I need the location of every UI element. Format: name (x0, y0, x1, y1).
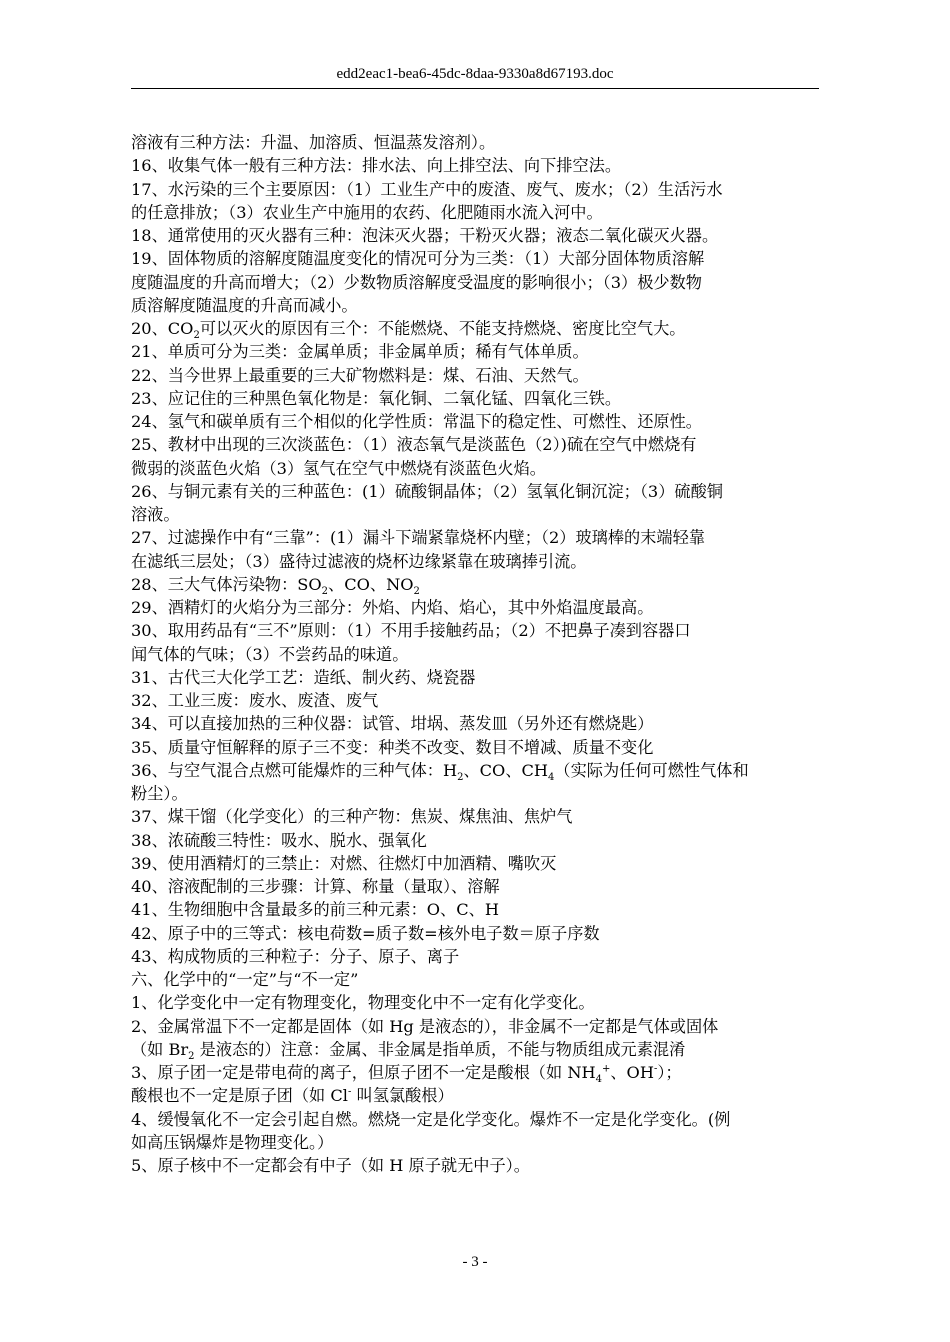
text-line: 34、可以直接加热的三种仪器：试管、坩埚、蒸发皿（另外还有燃烧匙） (131, 714, 654, 734)
text-line: 2、金属常温下不一定都是固体（如 Hg 是液态的），非金属不一定都是气体或固体 (131, 1016, 719, 1036)
text-line: 21、单质可分为三类：金属单质；非金属单质；稀有气体单质。 (131, 342, 589, 362)
text-line: 31、古代三大化学工艺：造纸、制火药、烧瓷器 (131, 667, 476, 687)
text-line: 19、固体物质的溶解度随温度变化的情况可分为三类：（1）大部分固体物质溶解 (131, 249, 705, 269)
page-number: - 3 - (462, 1254, 488, 1270)
section-heading: 六、化学中的“一定”与“不一定” (131, 970, 359, 989)
text-line: 41、生物细胞中含量最多的前三种元素：O、C、H (131, 900, 499, 920)
text-line: 溶液。 (131, 505, 180, 524)
text-line: 微弱的淡蓝色火焰（3）氢气在空气中燃烧有淡蓝色火焰。 (131, 458, 546, 478)
text-line: 37、煤干馏（化学变化）的三种产物：焦炭、煤焦油、焦炉气 (131, 807, 573, 827)
text-line: 24、氢气和碳单质有三个相似的化学性质：常温下的稳定性、可燃性、还原性。 (131, 412, 702, 431)
text-line: 39、使用酒精灯的三禁止：对燃、往燃灯中加酒精、嘴吹灭 (131, 853, 557, 873)
text-line: 27、过滤操作中有“三靠”：(1）漏斗下端紧靠烧杯内壁；（2）玻璃棒的末端轻靠 (131, 528, 705, 548)
text-line: 43、构成物质的三种粒子：分子、原子、离子 (131, 946, 460, 966)
text-line: 4、缓慢氧化不一定会引起自燃。燃烧一定是化学变化。爆炸不一定是化学变化。(例 (131, 1109, 731, 1129)
text-line: 38、浓硫酸三特性：吸水、脱水、强氧化 (131, 830, 427, 850)
text-line: 25、教材中出现的三次淡蓝色：（1）液态氧气是淡蓝色（2）)硫在空气中燃烧有 (131, 435, 697, 455)
text-line: 42、原子中的三等式：核电荷数=质子数=核外电子数＝原子序数 (131, 923, 600, 943)
text-line: 5、原子核中不一定都会有中子（如 H 原子就无中子）。 (131, 1156, 530, 1175)
text-line: 32、工业三废：废水、废渣、废气 (131, 691, 379, 710)
text-line: 闻气体的气味；（3）不尝药品的味道。 (131, 644, 409, 664)
text-line: 29、酒精灯的火焰分为三部分：外焰、内焰、焰心，其中外焰温度最高。 (131, 598, 654, 617)
text-line: 如高压锅爆炸是物理变化。） (131, 1132, 334, 1152)
document-body (131, 131, 821, 1177)
text-line: 35、质量守恒解释的原子三不变：种类不改变、数目不增减、质量不变化 (131, 737, 654, 757)
text-line: 度随温度的升高而增大；（2）少数物质溶解度受温度的影响很小；（3）极少数物 (131, 272, 702, 292)
text-line: 在滤纸三层处；（3）盛待过滤液的烧杯边缘紧靠在玻璃捧引流。 (131, 551, 587, 571)
text-line: 40、溶液配制的三步骤：计算、称量（量取）、溶解 (131, 877, 500, 896)
text-line: 粉尘）。 (131, 784, 188, 803)
text-line: 3、原子团一定是带电荷的离子，但原子团不一定是酸根（如 $NH_4^+$、OH-）； (131, 1063, 682, 1086)
text-line: 质溶解度随温度的升高而减小。 (131, 295, 358, 315)
text-line: 22、当今世界上最重要的三大矿物燃料是：煤、石油、天然气。 (131, 365, 589, 385)
text-line: 28、三大气体污染物：$SO_2$、CO、$NO_2$ (131, 574, 420, 597)
text-line: 36、与空气混合点燃可能爆炸的三种气体：$H_2$、CO、$CH_4$（实际为任何可燃性气体和 (131, 760, 749, 783)
text-line: 30、取用药品有“三不”原则：（1）不用手接触药品；（2）不把鼻子凑到容器口 (131, 621, 691, 641)
text-line: （如 $Br_2$ 是液态的）注意：金属、非金属是指单质，不能与物质组成元素混淆 (131, 1039, 686, 1062)
text-line: 溶液有三种方法：升温、加溶质、恒温蒸发溶剂）。 (131, 133, 496, 152)
text-line: 17、水污染的三个主要原因：（1）工业生产中的废渣、废气、废水；（2）生活污水 (131, 179, 723, 199)
text-line: 的任意排放；（3）农业生产中施用的农药、化肥随雨水流入河中。 (131, 202, 603, 222)
text-line: 23、应记住的三种黑色氧化物是：氧化铜、二氧化锰、四氧化三铁。 (131, 388, 622, 408)
text-line: 20、$CO_2$可以灭火的原因有三个：不能燃烧、不能支持燃烧、密度比空气大。 (131, 319, 686, 342)
text-line: 1、化学变化中一定有物理变化，物理变化中不一定有化学变化。 (131, 993, 595, 1013)
text-line: 16、收集气体一般有三种方法：排水法、向上排空法、向下排空法。 (131, 156, 622, 176)
document-header-filename: edd2eac1-bea6-45dc-8daa-9330a8d67193.doc (336, 66, 614, 82)
text-line: 酸根也不一定是原子团（如 Cl- 叫氢氯酸根） (131, 1086, 454, 1106)
header-rule (131, 88, 819, 89)
text-line: 26、与铜元素有关的三种蓝色：(1）硫酸铜晶体；（2）氢氧化铜沉淀；（3）硫酸铜 (131, 481, 723, 501)
text-line: 18、通常使用的灭火器有三种：泡沫灭火器；干粉灭火器；液态二氧化碳灭火器。 (131, 226, 719, 245)
